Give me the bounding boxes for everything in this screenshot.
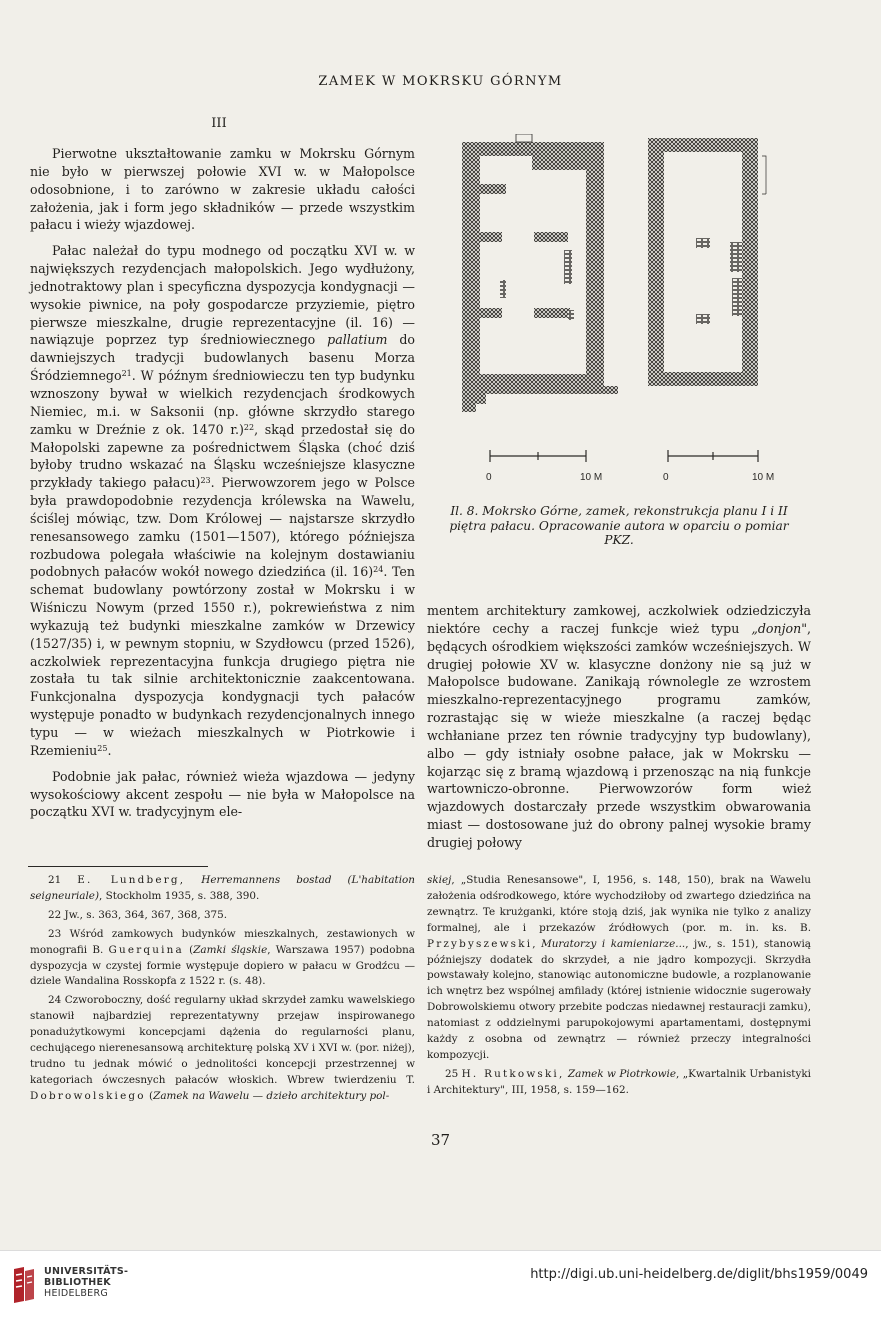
library-name[interactable]: UNIVERSITÄTS- BIBLIOTHEK HEIDELBERG: [44, 1266, 129, 1299]
term-pallatium: pallatium: [327, 332, 388, 348]
section-number: III: [211, 116, 227, 131]
footnote-22: 22 Jw., s. 363, 364, 367, 368, 375.: [48, 908, 228, 921]
left-text-column: [30, 145, 415, 821]
plan-second-floor-details: [696, 238, 742, 324]
footnote-ref-22: 22: [243, 422, 255, 432]
paragraph-4: mentem architektury zamkowej, aczkolwiek odziedziczyła niektóre cechy a raczej funkcje wież typu „donjon", będących ośrodkiem większości zamków wcześniejszych. W drugiej połowie XV w. klasyczne donżony nie są już w Małopolsce budowane. Zanikają równolegle ze wzrostem mieszkalno-reprezentacyjnego programu zamków, rozrastając się w wieże mieszkalne (a raczej będąc wchłaniane przez ten równie tradycyjny typ budowlany), albo — gdy istniały osobne pałace, jak w Mokrsku — kojarząc się z bramą wjazdową i przenosząc na nią funkcje wartowniczo-obronne. Pierwowzorów form wież wjazdowych dostarczały przede wszystkim obwarowania miast — dostosowane już do obrony palnej wysokie bramy drugiej połowy: [427, 603, 811, 850]
scale-bar-right: [668, 450, 758, 462]
paragraph-1: Pierwotne ukształtowanie zamku w Mokrsku Górnym nie było w pierwszej połowie XVI w. w Małopolsce odosobnione, i to zarówno w zakresie układu całości założenia, jak i form jego składników — przede wszystkim pałacu i wieży wjazdowej.: [30, 146, 415, 233]
permalink-url[interactable]: http://digi.ub.uni-heidelberg.de/diglit/bhs1959/0049: [530, 1267, 868, 1282]
footnotes-left: [30, 873, 415, 1105]
footnote-ref-24: 24: [373, 565, 384, 575]
scale-label-right-0: 0: [663, 472, 669, 483]
figure-caption: Il. 8. Mokrsko Górne, zamek, rekonstrukcja planu I i II piętra pałacu. Opracowanie autora w oparciu o pomiar PKZ.: [449, 504, 789, 547]
castle-plan-figure: [456, 134, 796, 494]
running-head: ZAMEK W MOKRSKU GÓRNYM: [318, 74, 563, 89]
footnote-ref-23: 23: [200, 476, 211, 486]
footnote-24: 24 Czworoboczny, dość regularny układ skrzydeł zamku wawelskiego stanowił najbardziej reprezentatywny przejaw inspirowanego ponadużytkowymi koncepcjami dążenia do regularności planu, cechującego nierenesansową architekturę polską XV i XVI w. (por. niżej), trudno tu jednak mówić o jednolitości koncepcji przestrzennej w kategoriach ówczesnych pałaców włoskich. Wbrew twierdzeniu T. Dobrowolskiego (Zamek na Wawelu — dzieło architektury pol-: [30, 994, 415, 1102]
plan-first-floor: [462, 142, 618, 412]
footnote-23: 23 Wśród zamkowych budynków mieszkalnych, zestawionych w monografii B. Guerquina (Zamki śląskie, Warszawa 1957) podobna dyspozycja w czystej formie występuje dopiero w pałacu w Grodźcu — dziele Wandalina Rosskopfa z 1522 r. (s. 48).: [30, 927, 415, 988]
footer-bar: [0, 1250, 881, 1320]
footnote-rule: [28, 866, 208, 867]
footnote-ref-21: 21: [121, 369, 132, 379]
footnotes-right: [427, 873, 811, 1099]
scale-label-left-10: 10 M: [580, 472, 603, 483]
paragraph-2: Pałac należał do typu modnego od początku XVI w. w największych rezydencjach małopolskich. Jego wydłużony, jednotraktowy plan i specyficzna dyspozycja kondygnacji — wysokie piwnice, na poły gospodarcze przyziemie, piętro pierwsze mieszkalne, drugie reprezentacyjne (il. 16) — nawiązuje poprzez typ średniowiecznego pallatium do dawniejszych tradycji budowlanych basenu Morza Śródziemnego$^{21}$. W późnym średniowieczu ten typ budynku wznoszony bywał w wielkich rezydencjach środkowych Niemiec, m.i. w Saksonii (np. główne skrzydło starego zamku w Dreźnie z ok. 1470 r.)$^{22}$, skąd przedostał się do Małopolski zapewne za pośrednictwem Śląska (choć dziś byłoby trudno wskazać na Śląsku wcześniejsze klasyczne przykłady takiego pałacu)$^{23}$. Pierwowzorem jego w Polsce była prawdopodobnie rezydencja królewska na Wawelu, ściślej mówiąc, tzw. Dom Królowej — najstarsze skrzydło renesansowego zamku (1501—1507), którego późniejsza rozbudowa polegała właściwie na kolejnym dostawianiu podobnych pałaców wokół nowego dziedzińca (il. 16)$^{24}$. Ten schemat budowlany powtórzony został w Mokrsku i w Wiśniczu Nowym (przed 1550 r.), pokrewieństwa z nim wykazują też budynki mieszkalne zamków w Drzewicy (1527/35) i, w pewnym stopniu, w Szydłowcu (przed 1526), aczkolwiek reprezentacyjna funkcja drugiego piętra nie została tu tak silnie architektonicznie zaakcentowana. Funkcjonalna dyspozycja kondygnacji tych pałaców występuje ponadto w budynkach rezydencjonalnych innego typu — w wieżach mieszkalnych w Piotrkowie i Rzemieniu$^{25}$.: [30, 243, 415, 758]
right-text-column: [427, 602, 811, 852]
paragraph-3: Podobnie jak pałac, również wieża wjazdowa — jedyny wysokościowy akcent zespołu — nie była w Małopolsce na początku XVI w. tradycyjnym ele-: [30, 768, 415, 820]
footnote-21: 21 E. Lundberg, Herremannens bostad (L'habitation seigneuriale), Stockholm 1935, s. 388, 390.: [30, 874, 415, 902]
footnote-ref-25: 25: [97, 743, 108, 753]
university-library-logo-icon[interactable]: [10, 1265, 38, 1305]
page-number: 37: [430, 1131, 451, 1149]
footnote-25: 25 H. Rutkowski, Zamek w Piotrkowie, „Kwartalnik Urbanistyki i Architektury", III, 1958, s. 159—162.: [427, 1067, 811, 1096]
footnote-24-continued: skiej, „Studia Renesansowe", I, 1956, s. 148, 150), brak na Wawelu założenia odśrodkowego, które wychodziłoby od zwartego dziedzińca na zewnątrz. Te krużganki, które stoją dziś, jak wynika nie tylko z analizy formalnej, ale i przekazów źródłowych (por. m. in. ks. B. Przybyszewski, Muratorzy i kamieniarze..., jw., s. 151), stanowią późniejszy dodatek do skrzydeł, a nie jądro kompozycji. Skrzydła powstawały kolejno, stanowiąc autonomiczne budowle, a rozplanowanie ich wnętrz bez wspólnej amfilady (której istnienie widocznie sugerowały Dobrowolskiemu otwory przebite podczas niedawnej restauracji zamku), natomiast z oddzielnymi parupokojowymi apartamentami, dostępnymi każdy z osobna od zewnątrz — również przeczy integralności kompozycji.: [427, 874, 812, 1061]
scale-label-left-0: 0: [486, 472, 492, 483]
scale-bar-left: [490, 450, 586, 462]
scale-label-right-10: 10 M: [752, 472, 775, 483]
